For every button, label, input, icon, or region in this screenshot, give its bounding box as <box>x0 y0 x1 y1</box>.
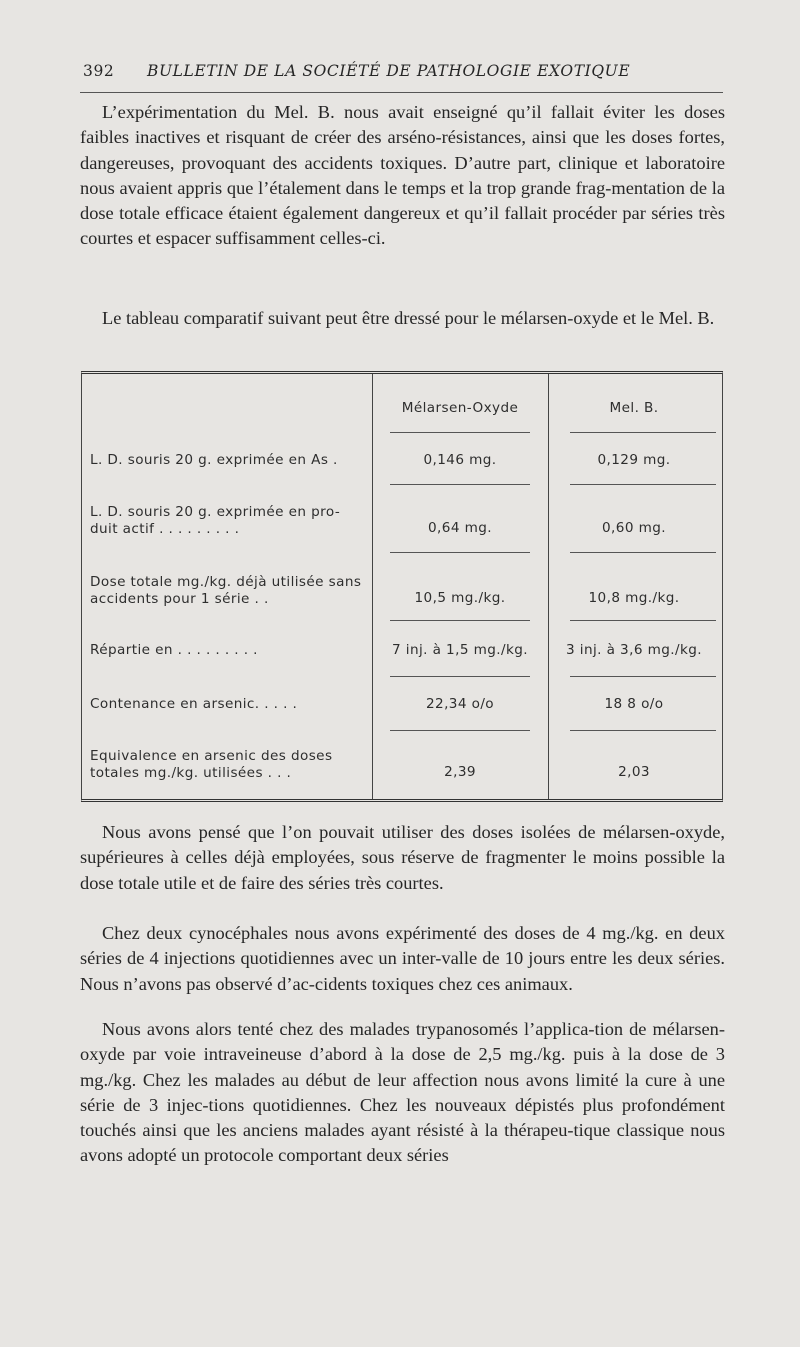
row-separator <box>570 432 716 433</box>
table-cell: 0,64 mg. <box>428 520 492 536</box>
running-title: BULLETIN DE LA SOCIÉTÉ DE PATHOLOGIE EXOTIQUE <box>147 62 631 80</box>
table-row-label: L. D. souris 20 g. exprimée en As . <box>90 452 338 468</box>
row-separator <box>570 484 716 485</box>
table-cell: 10,5 mg./kg. <box>414 590 506 606</box>
paragraph-experimentation: L’expérimentation du Mel. B. nous avait enseigné qu’il fallait éviter les doses faibles inactives et risquant de créer des arséno-résistances, ainsi que les doses fortes, dangereuses, provoquant des accidents toxiques. D’autre part, clinique et laboratoire nous avaient appris que l’étalement dans le temps et la trop grande frag-mentation de la dose totale efficace étaient également dangereux et qu’il fallait procéder par séries très courtes et espacer suffisamment celles-ci. <box>80 102 725 249</box>
row-separator <box>390 730 530 731</box>
row-separator <box>390 484 530 485</box>
table-column-divider <box>372 374 373 799</box>
row-separator <box>570 730 716 731</box>
row-separator <box>390 432 530 433</box>
row-separator <box>390 620 530 621</box>
row-separator <box>570 620 716 621</box>
paragraph-table-intro: Le tableau comparatif suivant peut être dressé pour le mélarsen-oxyde et le Mel. B. <box>102 308 715 328</box>
row-separator <box>390 676 530 677</box>
table-cell: 3 inj. à 3,6 mg./kg. <box>566 642 702 658</box>
table-row-label: L. D. souris 20 g. exprimée en pro-duit actif . . . . . . . . . <box>90 504 341 537</box>
column-header-mel-b: Mel. B. <box>609 400 659 416</box>
column-header-melarsen-oxyde: Mélarsen-Oxyde <box>401 400 519 416</box>
running-header <box>83 62 723 88</box>
paragraph-patients: Nous avons alors tenté chez des malades trypanosomés l’applica-tion de mélarsen-oxyde par voie intraveineuse d’abord à la dose de 2,5 mg./kg. puis à la dose de 3 mg./kg. Chez les malades au début de leur affection nous avons limité la cure à une série de 3 injec-tions quotidiennes. Chez les nouveaux dépistés plus profondément touchés ainsi que les anciens malades ayant résisté à la thérapeu-tique classique nous avons adopté un protocole comportant deux séries <box>80 1019 725 1166</box>
comparison-table <box>81 371 723 802</box>
table-cell: 2,39 <box>444 764 476 780</box>
row-separator <box>570 552 716 553</box>
table-row-label: Dose totale mg./kg. déjà utilisée sans accidents pour 1 série . . <box>90 574 362 607</box>
row-separator <box>390 552 530 553</box>
page-number: 392 <box>83 62 115 80</box>
table-row-label: Equivalence en arsenic des doses totales mg./kg. utilisées . . . <box>90 748 333 781</box>
table-cell: 7 inj. à 1,5 mg./kg. <box>392 642 528 658</box>
table-row-label: Contenance en arsenic. . . . . <box>90 696 298 712</box>
table-cell: 0,146 mg. <box>423 452 497 468</box>
table-column-divider <box>548 374 549 799</box>
table-cell: 22,34 o/o <box>425 696 495 712</box>
table-cell: 0,129 mg. <box>597 452 671 468</box>
table-row-label: Répartie en . . . . . . . . . <box>90 642 258 658</box>
header-rule <box>80 92 723 93</box>
table-cell: 0,60 mg. <box>602 520 666 536</box>
paragraph-isolated-doses: Nous avons pensé que l’on pouvait utiliser des doses isolées de mélarsen-oxyde, supérieures à celles déjà employées, sous réserve de fragmenter le moins possible la dose totale utile et de faire des séries très courtes. <box>80 822 725 893</box>
row-separator <box>570 676 716 677</box>
paragraph-cynocephales: Chez deux cynocéphales nous avons expérimenté des doses de 4 mg./kg. en deux séries de 4 injections quotidiennes avec un inter-valle de 10 jours entre les deux séries. Nous n’avons pas observé d’ac-cidents toxiques chez ces animaux. <box>80 923 725 994</box>
table-cell: 10,8 mg./kg. <box>588 590 680 606</box>
table-cell: 18 8 o/o <box>604 696 664 712</box>
table-cell: 2,03 <box>618 764 650 780</box>
